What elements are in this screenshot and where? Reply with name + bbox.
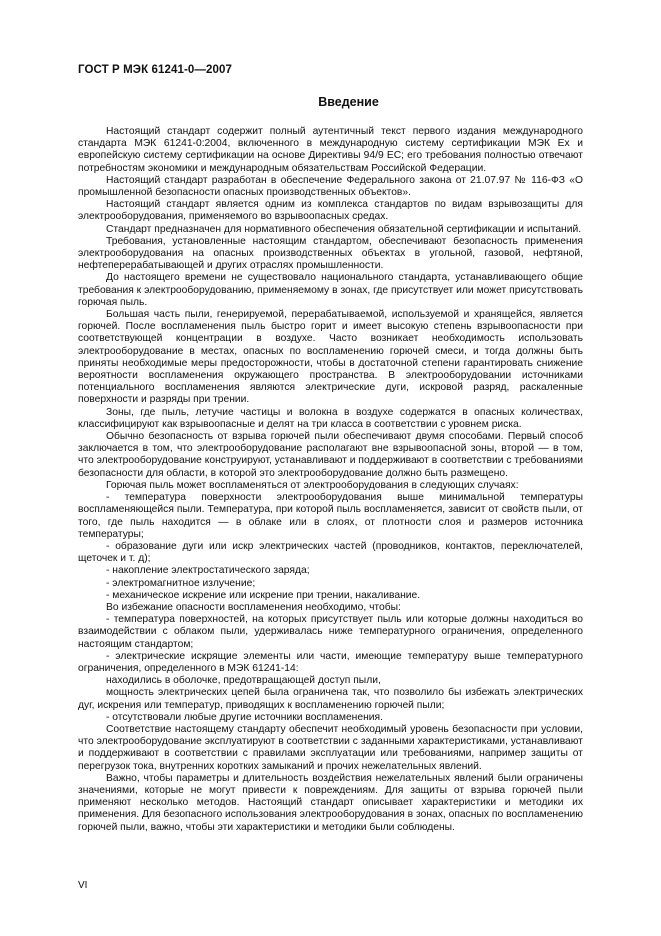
paragraph: Настоящий стандарт содержит полный аутентичный текст первого издания международного стандарта МЭК 61241-0:2004, включенного в международную систему сертификации МЭК Ex и европейскую систему сертификации на основе Директивы 94/9 ЕС; его требования полностью отвечают потребностям экономики и международным обязательствам Российской Федерации. <box>78 126 583 174</box>
paragraph: Обычно безопасность от взрыва горючей пыли обеспечивают двумя способами. Первый способ заключается в том, что электрооборудование располагают вне взрывоопасной зоны, второй — в том, что электрооборудование конструируют, устанавливают и поддерживают в соответствии с требованиями безопасности для области, в которой это электрооборудование должно быть размещено. <box>78 431 583 479</box>
list-item: - образование дуги или искр электрических частей (проводников, контактов, переключателей, щеточек и т. д); <box>78 540 583 565</box>
paragraph: Требования, установленные настоящим стандартом, обеспечивают безопасность применения электрооборудования на опасных производственных объектах в угольной, газовой, нефтяной, нефтеперерабатывающей и других отраслях промышленности. <box>78 235 583 272</box>
list-item: находились в оболочке, предотвращающей доступ пыли, <box>106 675 381 687</box>
paragraph: Большая часть пыли, генерируемой, перерабатываемой, используемой и хранящейся, является горючей. После воспламенения пыль быстро горит и имеет высокую степень взрывоопасности при соответствующей концентрации в воздухе. Часто возникает необходимость использовать электрооборудование в местах, опасных по воспламенению горючей смеси, и тогда должны быть приняты необходимые меры предосторожности, чтобы в достаточной степени гарантировать снижение вероятности воспламенения окружающего пространства. В электрооборудовании источниками потенциального воспламенения являются электрические дуги, искровой разряд, раскаленные поверхности и разряды при трении. <box>78 309 583 406</box>
paragraph: Настоящий стандарт является одним из комплекса стандартов по видам взрывозащиты для электрооборудования, применяемого во взрывоопасных средах. <box>78 199 583 223</box>
page-title: Введение <box>318 95 379 109</box>
list-item: - электромагнитное излучение; <box>106 577 256 589</box>
paragraph: Горючая пыль может воспламеняться от электрооборудования в следующих случаях: <box>106 479 519 491</box>
paragraph: Стандарт предназначен для нормативного обеспечения обязательной сертификации и испытаний. <box>106 223 582 235</box>
paragraph: Важно, чтобы параметры и длительность воздействия нежелательных явлений были ограничены значениями, которые не могут привести к повреждениям. Для защиты от взрыва горючей пыли применяют несколько методов. Настоящий стандарт описывает характеристики и методики их применения. Для безопасного использования электрооборудования в зонах, опасных по воспламенению горючей пыли, важно, чтобы эти характеристики и методики были соблюдены. <box>78 772 583 833</box>
document-code-header: ГОСТ Р МЭК 61241-0—2007 <box>78 64 232 76</box>
list-item: - электрические искрящие элементы или части, имеющие температуру выше температурного ограничения, определенного в МЭК 61241-14: <box>78 650 583 674</box>
paragraph: До настоящего времени не существовало национального стандарта, устанавливающего общие требования к электрооборудованию, применяемому в зонах, где присутствует или может присутствовать горючая пыль. <box>78 272 583 308</box>
page-number: VI <box>78 880 88 891</box>
paragraph: Во избежание опасности воспламенения необходимо, чтобы: <box>106 601 401 613</box>
list-item: - механическое искрение или искрение при трении, накаливание. <box>106 589 421 601</box>
document-body <box>78 126 583 834</box>
list-item: - накопление электростатического заряда; <box>106 565 310 577</box>
list-item: - отсутствовали любые другие источники воспламенения. <box>106 711 383 723</box>
paragraph: Зоны, где пыль, летучие частицы и волокна в воздухе содержатся в опасных количествах, классифицируют как взрывоопасные и делят на три класса в соответствии с уровнем риска. <box>78 406 583 430</box>
list-item: мощность электрических цепей была ограничена так, что позволило бы избежать электрических дуг, искрения или температур, приводящих к воспламенению горючей пыли; <box>78 687 583 711</box>
list-item: - температура поверхностей, на которых присутствует пыль или которые должны находиться во взаимодействии с облаком пыли, удерживалась ниже температурного ограничения, определенного настоящим стандартом; <box>78 614 583 650</box>
paragraph: Соответствие настоящему стандарту обеспечит необходимый уровень безопасности при условии, что электрооборудование эксплуатируют в соответствии с заданными характеристиками, устанавливают и поддерживают в соответствии с правилами эксплуатации или требованиями, например защиты от перегрузок тока, внутренних коротких замыканий и прочих нежелательных явлений. <box>78 723 583 772</box>
paragraph: Настоящий стандарт разработан в обеспечение Федерального закона от 21.07.97 № 116-ФЗ «О промышленной безопасности опасных производственных объектов». <box>78 174 583 199</box>
list-item: - температура поверхности электрооборудования выше минимальной температуры воспламеняющейся пыли. Температура, при которой пыль воспламеняется, зависит от свойств пыли, от того, где пыль находится — в облаке или в слоях, от плотности слоя и размеров источника температуры; <box>78 492 583 540</box>
